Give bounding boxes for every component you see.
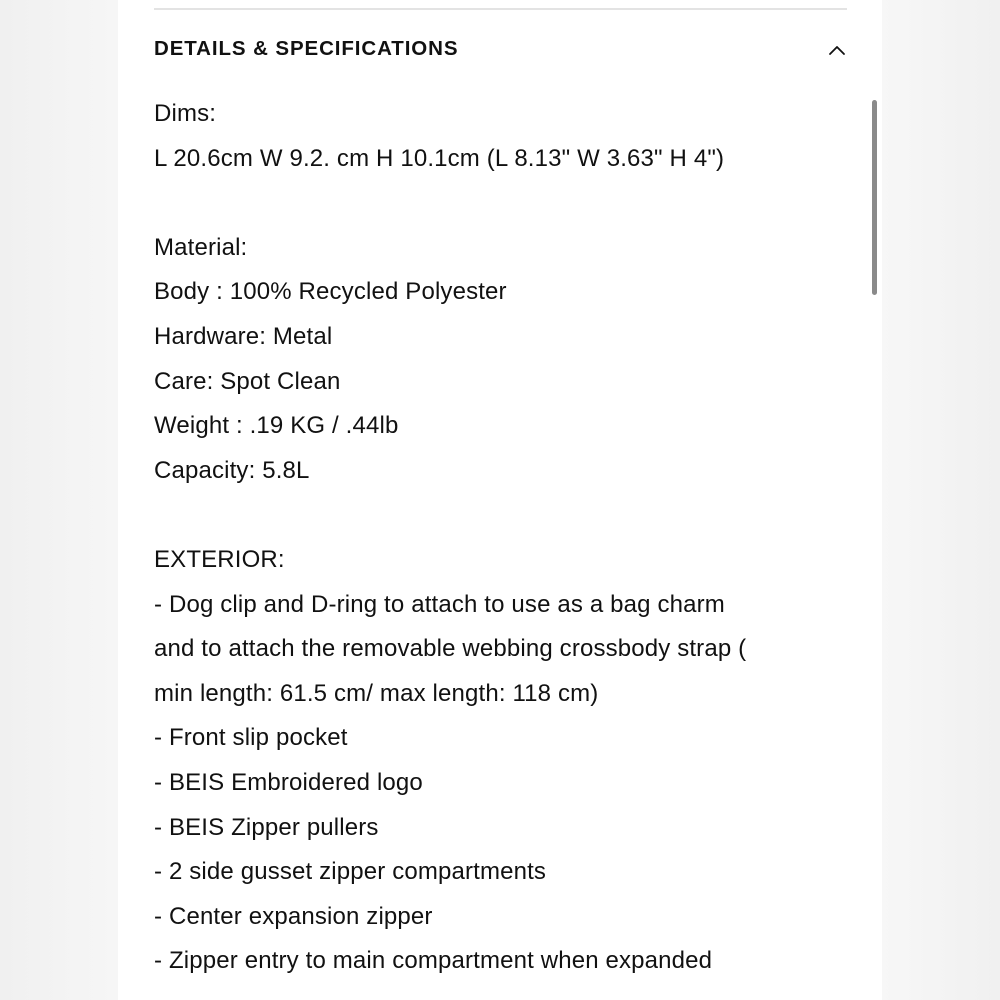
details-accordion-header[interactable] xyxy=(154,30,847,70)
spacer xyxy=(154,493,844,538)
section-title: DETAILS & SPECIFICATIONS xyxy=(154,37,459,60)
backdrop-left xyxy=(0,0,118,1000)
scrollbar-thumb[interactable] xyxy=(872,100,877,295)
exterior-item: - BEIS Embroidered logo xyxy=(154,768,423,796)
weight-spec: Weight : .19 KG / .44lb xyxy=(154,412,399,440)
exterior-item: - Zipper entry to main compartment when expanded xyxy=(154,947,713,975)
chevron-up-icon[interactable] xyxy=(827,40,847,60)
exterior-item: - 2 side gusset zipper compartments xyxy=(154,858,547,886)
exterior-item: - Center expansion zipper xyxy=(154,902,433,930)
scrollbar[interactable] xyxy=(870,98,880,1000)
exterior-item: - Dog clip and D-ring to attach to use as a bag charm xyxy=(154,590,725,618)
exterior-item: min length: 61.5 cm/ max length: 118 cm) xyxy=(154,679,599,707)
material-body: Body : 100% Recycled Polyester xyxy=(154,278,507,306)
care-instructions: Care: Spot Clean xyxy=(154,367,341,395)
details-content xyxy=(154,92,844,984)
exterior-item: - BEIS Zipper pullers xyxy=(154,813,379,841)
backdrop-right xyxy=(882,0,1000,1000)
spacer xyxy=(154,181,844,226)
exterior-item: - Front slip pocket xyxy=(154,724,348,752)
dims-value: L 20.6cm W 9.2. cm H 10.1cm (L 8.13" W 3.63" H 4") xyxy=(154,144,725,172)
section-divider xyxy=(154,8,847,10)
dims-label: Dims: xyxy=(154,100,217,127)
exterior-item: and to attach the removable webbing crossbody strap ( xyxy=(154,635,747,663)
material-hardware: Hardware: Metal xyxy=(154,322,333,350)
material-label: Material: xyxy=(154,233,248,261)
product-details-panel xyxy=(118,0,882,1000)
capacity-spec: Capacity: 5.8L xyxy=(154,456,310,484)
exterior-label: EXTERIOR: xyxy=(154,545,285,573)
